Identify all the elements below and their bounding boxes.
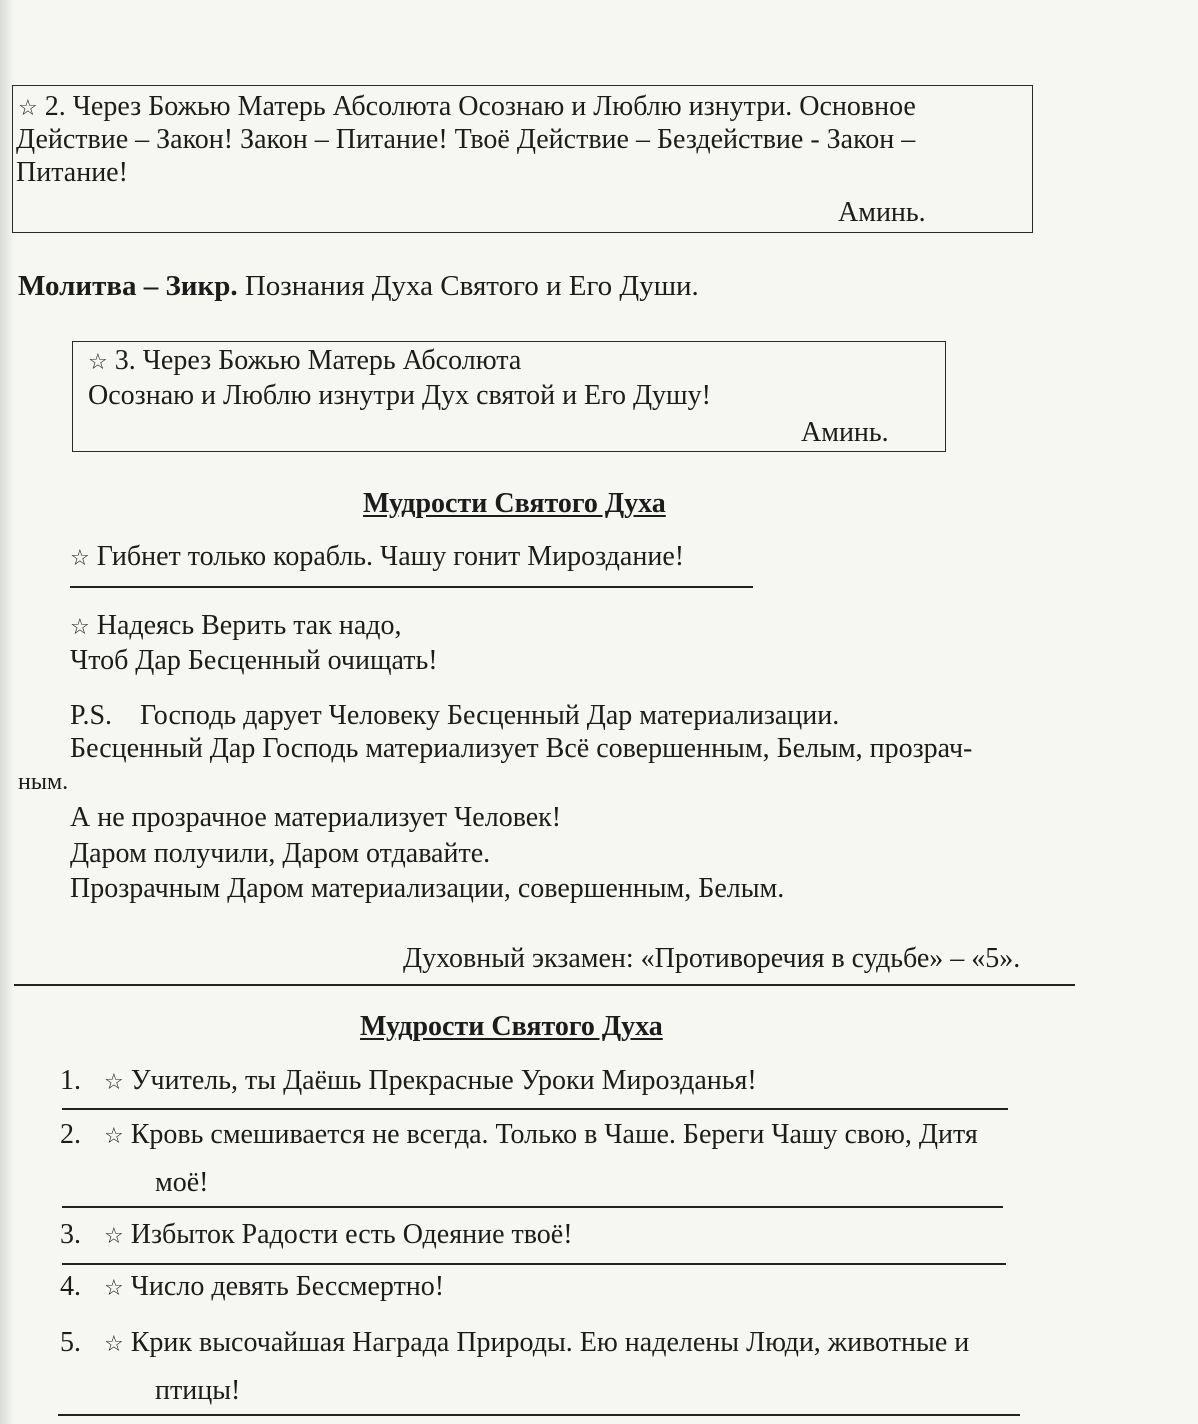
box2-line1-text: 3. Через Божью Матерь Абсолюта [114, 345, 522, 376]
box2-line2: Осознаю и Люблю изнутри Дух святой и Его Душу! [88, 380, 711, 411]
star-icon: ☆ [104, 1276, 124, 1301]
ps-line4: Даром получили, Даром отдавайте. [70, 838, 491, 869]
box2-amen: Аминь. [801, 417, 889, 448]
prayer-heading-bold: Молитва – Зикр. [18, 270, 238, 302]
box1-line1 [18, 90, 916, 126]
divider [62, 1263, 1006, 1265]
star-icon: ☆ [70, 615, 90, 640]
box1-line2: Действие – Закон! Закон – Питание! Твоё Действие – Бездействие - Закон – [16, 124, 916, 155]
ps-line2b: ным. [18, 769, 69, 795]
wisdom-2-line1 [70, 609, 402, 645]
list-item-text: Крик высочайшая Награда Природы. Ею наделены Люди, животные и [130, 1327, 970, 1358]
section1-title: Мудрости Святого Духа [363, 488, 666, 519]
list-item [104, 1118, 978, 1154]
star-icon: ☆ [18, 96, 38, 121]
divider [58, 1414, 1020, 1416]
list-item-cont: птицы! [155, 1375, 241, 1406]
list-item-text: Кровь смешивается не всегда. Только в Чаше. Береги Чашу свою, Дитя [130, 1119, 978, 1150]
list-item-num: 3. [60, 1219, 81, 1250]
box1-line3: Питание! [16, 157, 128, 188]
star-icon: ☆ [104, 1332, 124, 1357]
star-icon: ☆ [104, 1070, 124, 1095]
exam-line: Духовный экзамен: «Противоречия в судьбе» – «5». [403, 943, 1021, 974]
prayer-heading-rest: Познания Духа Святого и Его Души. [237, 270, 699, 302]
list-item-num: 1. [60, 1065, 81, 1096]
box1-line1-text: 2. Через Божью Матерь Абсолюта Осознаю и Люблю изнутри. Основное [44, 91, 916, 122]
box2-line1 [88, 344, 521, 380]
star-icon: ☆ [70, 546, 90, 571]
divider [14, 984, 1075, 986]
divider [62, 1206, 1003, 1208]
star-icon: ☆ [88, 350, 108, 375]
section2-title: Мудрости Святого Духа [360, 1011, 663, 1042]
list-item-cont: моё! [155, 1167, 209, 1198]
box1-amen: Аминь. [838, 197, 926, 228]
divider [62, 1108, 1008, 1110]
ps-line1: P.S. Господь дарует Человеку Бесценный Дар материализации. [70, 700, 840, 731]
list-item-text: Избыток Радости есть Одеяние твоё! [130, 1219, 573, 1250]
list-item-num: 4. [60, 1271, 81, 1302]
list-item [104, 1270, 444, 1306]
list-item-text: Число девять Бессмертно! [130, 1271, 445, 1302]
ps-line2: Бесценный Дар Господь материализует Всё совершенным, Белым, прозрач- [70, 733, 973, 764]
wisdom-1 [70, 540, 684, 576]
list-item [104, 1218, 573, 1254]
list-item [104, 1326, 969, 1362]
star-icon: ☆ [104, 1224, 124, 1249]
divider [70, 586, 753, 588]
wisdom-2-line2: Чтоб Дар Бесценный очищать! [70, 645, 438, 676]
ps-line5: Прозрачным Даром материализации, совершенным, Белым. [70, 873, 785, 904]
wisdom-1-text: Гибнет только корабль. Чашу гонит Мироздание! [96, 541, 685, 572]
wisdom-2-line1-text: Надеясь Верить так надо, [96, 610, 402, 641]
list-item-num: 5. [60, 1327, 81, 1358]
list-item [104, 1064, 757, 1100]
prayer-heading [18, 268, 699, 304]
list-item-text: Учитель, ты Даёшь Прекрасные Уроки Мирозданья! [130, 1065, 757, 1096]
ps-line3: А не прозрачное материализует Человек! [70, 802, 562, 833]
list-item-num: 2. [60, 1119, 81, 1150]
star-icon: ☆ [104, 1124, 124, 1149]
